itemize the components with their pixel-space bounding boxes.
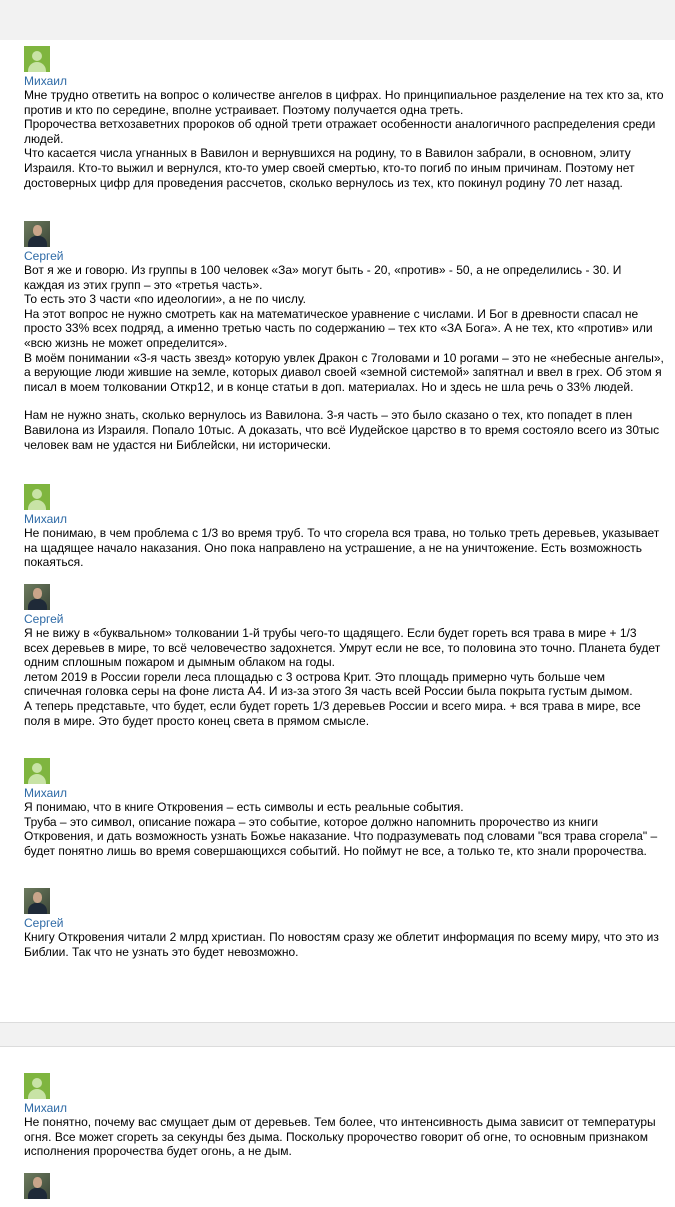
- comment-text: [24, 930, 664, 959]
- comment-paragraph: Не понятно, почему вас смущает дым от деревьев. Тем более, что интенсивность дыма зависит от температуры огня. Все может сгореть за секунды без дыма. Поскольку пророчество говорит об огне, то основным признаком исполнения пророчества будет огонь, а не дым.: [24, 1115, 656, 1159]
- comment-paragraph: Вот я же и говорю. Из группы в 100 человек «За» могут быть - 20, «против» - 50, а не определились - 30. И каждая из этих групп – это «третья часть».: [24, 263, 622, 292]
- comment-paragraph: летом 2019 в России горели леса площадью с 3 острова Крит. Это площадь примерно чуть больше чем спичечная головка серы на фоне листа А4. И из-за этого 3я часть всей России была покрыта густым дымом.: [24, 669, 633, 699]
- default-user-avatar-icon[interactable]: [24, 1073, 50, 1099]
- comment-paragraph: Книгу Откровения читали 2 млрд христиан. По новостям сразу же облетит информация по всему миру, что это из Библии. Так что не узнать это будет невозможно.: [24, 930, 659, 959]
- default-user-avatar-icon[interactable]: [24, 484, 50, 510]
- comment-paragraph: То есть это 3 части «по идеологии», а не по числу.: [24, 292, 306, 307]
- comment-paragraph: Пророчества ветхозаветних пророков об одной трети отражает особенности аналогичного распределения среди людей.: [24, 117, 656, 146]
- comment-paragraph: На этот вопрос не нужно смотреть как на математическое уравнение с числами. И Бог в древности спасал не просто 33% всех подряд, а именно третью часть по содержанию – тех кто «ЗА Бога». А не тех, кто «против» или «всю жизнь не может определится».: [24, 306, 653, 350]
- comment: [24, 46, 664, 190]
- comment-text: [24, 1115, 664, 1159]
- comment-paragraph: Мне трудно ответить на вопрос о количестве ангелов в цифрах. Но принципиальное разделение на тех кто за, кто против и кто по середине, вполне устраивает. Поэтому получается одна треть.: [24, 88, 664, 117]
- comment: [24, 484, 664, 570]
- comment-text: [24, 626, 664, 728]
- comment-text: [24, 263, 664, 452]
- comment-author-link[interactable]: Михаил: [24, 786, 67, 800]
- comment-thread-card: [0, 40, 675, 1023]
- comment-thread-card: [0, 1046, 675, 1207]
- user-photo-avatar-icon[interactable]: [24, 584, 50, 610]
- default-user-avatar-icon[interactable]: [24, 758, 50, 784]
- comment-text: [24, 526, 664, 570]
- comment: [24, 1073, 664, 1159]
- comment: [24, 221, 664, 452]
- comment-paragraph: Я не вижу в «буквальном» толковании 1-й трубы чего-то щадящего. Если будет гореть вся трава в мире + 1/3 всех деревьев в мире, то всё человечество задохнется. Умрут если не все, то половина это точно. Планета будет одним сплошным пожаром и дымным облаком на годы.: [24, 626, 661, 670]
- user-photo-avatar-icon[interactable]: [24, 221, 50, 247]
- comment-author-link[interactable]: Сергей: [24, 612, 64, 626]
- comment-paragraph: Что касается числа угнанных в Вавилон и вернувшихся на родину, то в Вавилон забрали, в основном, элиту Израиля. Кто-то выжил и вернулся, кто-то умер своей смертью, кто-то погиб по иным причинам. Поэтому нет достоверных цифр для проведения рассчетов, сколько вернулось из тех, кто покинул родину 70 лет назад.: [24, 146, 635, 190]
- user-photo-avatar-icon[interactable]: [24, 1173, 50, 1199]
- comment-paragraph: Нам не нужно знать, сколько вернулось из Вавилона. 3-я часть – это было сказано о тех, кто попадет в плен Вавилона из Израиля. Попало 10тыс. А доказать, что всё Иудейское царство в то время состояло всего из 30тыс человек вам не удастся ни Библейски, ни исторически.: [24, 408, 660, 452]
- comment-paragraph: Я понимаю, что в книге Откровения – есть символы и есть реальные события.: [24, 800, 464, 814]
- comment-author-link[interactable]: Михаил: [24, 512, 67, 526]
- comment-author-link[interactable]: Сергей: [24, 249, 64, 263]
- comment-author-link[interactable]: Михаил: [24, 74, 67, 88]
- comment: [24, 758, 664, 858]
- comment-paragraph: Не понимаю, в чем проблема с 1/3 во время труб. То что сгорела вся трава, но только треть деревьев, указывает на щадящее начало наказания. Оно пока направлено на устрашение, а не на уничтожение. Есть возможность покаяться.: [24, 526, 660, 570]
- comment-text: [24, 800, 664, 858]
- comment-author-link[interactable]: Сергей: [24, 916, 64, 930]
- comment-paragraph: А теперь представьте, что будет, если будет гореть 1/3 деревьев России и всего мира. + вся трава в мире, все поля в мире. Это будет просто конец света в прямом смысле.: [24, 698, 641, 728]
- comment: [24, 584, 664, 728]
- user-photo-avatar-icon[interactable]: [24, 888, 50, 914]
- comment: [24, 1173, 664, 1199]
- comment-text: [24, 88, 664, 190]
- comment-paragraph: В моём понимании «3-я часть звезд» которую увлек Дракон с 7головами и 10 рогами – это не «небесные ангелы», а верующие люди жившие на земле, которых диавол своей «земной системой» запятнал и ввел в грех. Об этом я писал в моем толковании Откр12, и в конце статьи в доп. материалах. Но и здесь не шла речь о 33% людей.: [24, 350, 664, 394]
- comment: [24, 888, 664, 959]
- default-user-avatar-icon[interactable]: [24, 46, 50, 72]
- comment-paragraph: Труба – это символ, описание пожара – это событие, которое должно напомнить пророчество из книги Откровения, и дать возможность узнать Божье наказание. Что подразумевать под словами "вся трава сгорела" – будет понятно лишь во время совершающихся событий. Но поймут не все, а только те, кто знали пророчества.: [24, 814, 658, 858]
- comment-author-link[interactable]: Михаил: [24, 1101, 67, 1115]
